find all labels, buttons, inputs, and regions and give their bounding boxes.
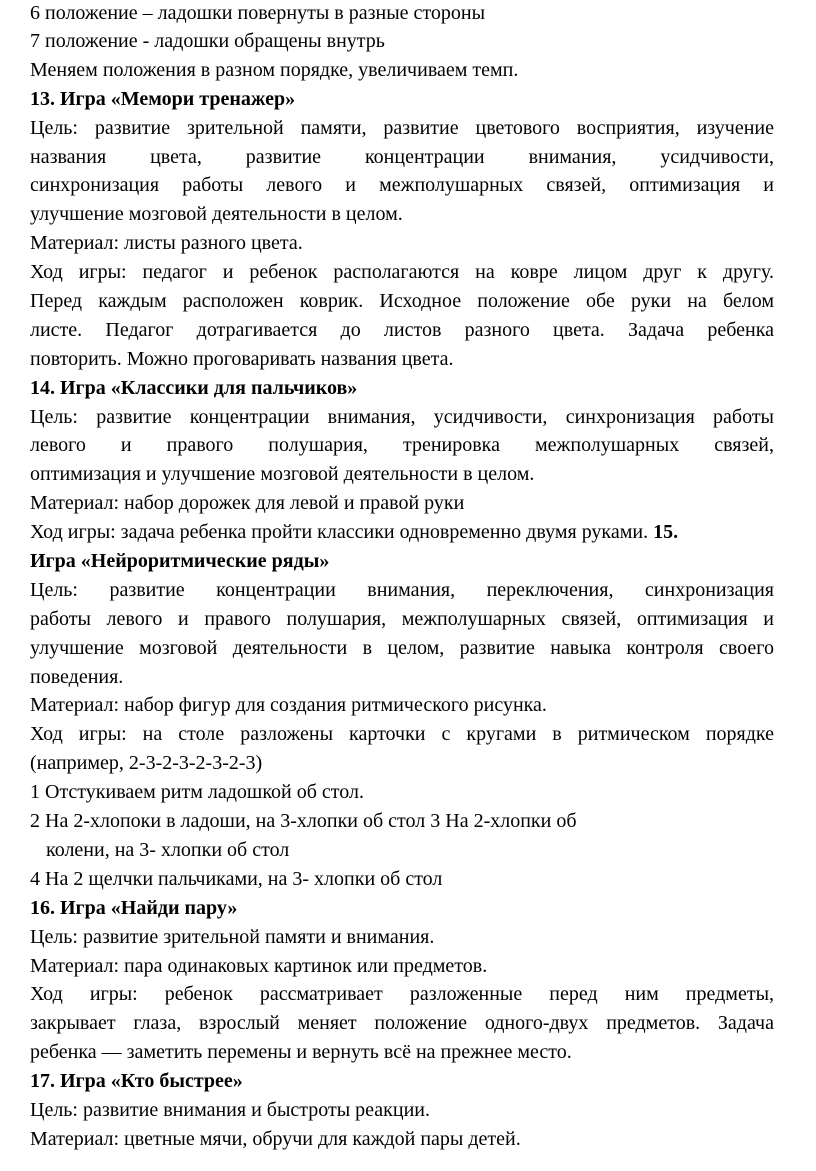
- text-span: Ход игры: задача ребенка пройти классики одновременно двумя руками.: [30, 521, 649, 544]
- text-line: Ход игры: ребенок рассматривает разложенные перед ним предметы,: [30, 983, 774, 1006]
- text-line: поведения.: [30, 665, 124, 688]
- text-line: Перед каждым расположен коврик. Исходное положение обе руки на белом: [30, 290, 774, 313]
- document-page: [30, 0, 774, 1154]
- text-line: Материал: пара одинаковых картинок или предметов.: [30, 954, 488, 977]
- section-heading-13: 13. Игра «Мемори тренажер»: [30, 87, 296, 110]
- text-line: (например, 2-3-2-3-2-3-2-3): [30, 752, 263, 775]
- section-heading-15: Игра «Нейроритмические ряды»: [30, 550, 330, 573]
- text-line: улучшение мозговой деятельности в целом.: [30, 203, 403, 226]
- section-heading-15-number: 15.: [653, 521, 679, 544]
- text-line: Материал: набор фигур для создания ритмического рисунка.: [30, 694, 547, 717]
- text-line: Материал: цветные мячи, обручи для каждой пары детей.: [30, 1127, 521, 1150]
- section-heading-16: 16. Игра «Найди пару»: [30, 896, 238, 919]
- text-line: 2 На 2-хлопоки в ладоши, на 3-хлопки об стол 3 На 2-хлопки об: [30, 810, 577, 833]
- text-line: Цель: развитие зрительной памяти, развитие цветового восприятия, изучение: [30, 116, 774, 139]
- text-line: повторить. Можно проговаривать названия цвета.: [30, 347, 454, 370]
- text-line: листе. Педагог дотрагивается до листов разного цвета. Задача ребенка: [30, 318, 774, 341]
- text-line: Ход игры: педагог и ребенок располагаются на ковре лицом друг к другу.: [30, 261, 774, 284]
- text-line: Цель: развитие концентрации внимания, усидчивости, синхронизация работы: [30, 405, 774, 428]
- text-line: Цель: развитие зрительной памяти и внимания.: [30, 925, 435, 948]
- text-line: Цель: развитие концентрации внимания, переключения, синхронизация: [30, 578, 774, 601]
- text-line: названия цвета, развитие концентрации внимания, усидчивости,: [30, 145, 774, 168]
- text-line: 7 положение - ладошки обращены внутрь: [30, 30, 385, 52]
- text-line: [30, 518, 774, 547]
- text-line: закрывает глаза, взрослый меняет положение одного-двух предметов. Задача: [30, 1012, 774, 1035]
- text-line: 6 положение – ладошки повернуты в разные стороны: [30, 2, 486, 24]
- section-heading-14: 14. Игра «Классики для пальчиков»: [30, 376, 358, 399]
- text-line: Ход игры: на столе разложены карточки с кругами в ритмическом порядке: [30, 723, 774, 746]
- text-line: Материал: листы разного цвета.: [30, 232, 303, 255]
- text-line: синхронизация работы левого и межполушарных связей, оптимизация и: [30, 174, 774, 197]
- text-line: колени, на 3- хлопки об стол: [46, 838, 290, 861]
- text-line: оптимизация и улучшение мозговой деятельности в целом.: [30, 463, 535, 486]
- text-line: 4 На 2 щелчки пальчиками, на 3- хлопки об стол: [30, 867, 443, 890]
- text-line: улучшение мозговой деятельности в целом, развитие навыка контроля своего: [30, 636, 774, 659]
- section-heading-17: 17. Игра «Кто быстрее»: [30, 1070, 243, 1093]
- text-line: работы левого и правого полушария, межполушарных связей, оптимизация и: [30, 607, 774, 630]
- text-line: 1 Отстукиваем ритм ладошкой об стол.: [30, 781, 364, 804]
- text-line: Материал: набор дорожек для левой и правой руки: [30, 492, 465, 515]
- text-line: Меняем положения в разном порядке, увеличиваем темп.: [30, 58, 519, 81]
- text-line: ребенка — заметить перемены и вернуть всё на прежнее место.: [30, 1041, 572, 1064]
- text-line: Цель: развитие внимания и быстроты реакции.: [30, 1098, 430, 1121]
- text-line: левого и правого полушария, тренировка межполушарных связей,: [30, 434, 774, 457]
